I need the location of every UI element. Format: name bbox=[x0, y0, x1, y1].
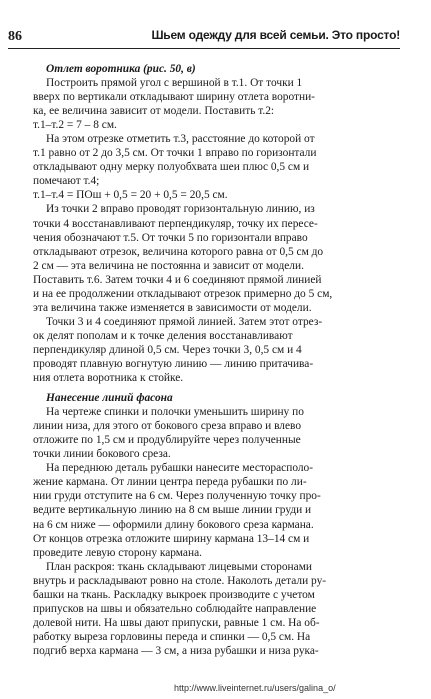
text-line: т.1 равно от 2 до 3,5 см. От точки 1 вправо по горизонтали bbox=[33, 147, 317, 160]
text-line: нии груди отступите на 6 см. Через полученную точку про- bbox=[33, 490, 321, 503]
text-line: Построить прямой угол с вершиной в т.1. От точки 1 bbox=[46, 77, 303, 90]
text-line: ния отлета воротника к стойке. bbox=[33, 372, 184, 385]
text-line: подгиб верха кармана — 3 см, а низа рубашки и низа рука- bbox=[33, 644, 319, 657]
text-line: долевой нити. На швы дают припуски, равные 1 см. На об- bbox=[33, 616, 320, 629]
text-line: жение кармана. От линии центра переда рубашки по ли- bbox=[33, 476, 307, 489]
text-line: т.1–т.4 = ПОш + 0,5 = 20 + 0,5 = 20,5 см. bbox=[33, 189, 228, 202]
body-text bbox=[33, 62, 405, 658]
text-line: На чертеже спинки и полочки уменьшить ширину по bbox=[46, 406, 304, 419]
text-line: башки на ткань. Раскладку выкроек производите с учетом bbox=[33, 588, 315, 601]
text-line: линии низа, для этого от бокового среза вправо и влево bbox=[33, 420, 302, 433]
text-line: и на ее продолжении откладывают отрезок примерно до 5 см, bbox=[33, 287, 333, 300]
text-line: т.1–т.2 = 7 – 8 см. bbox=[33, 119, 117, 132]
text-line: ведите вертикальную линию на 8 см выше линии груди и bbox=[33, 504, 312, 517]
text-line: проводят плавную вогнутую линию — линию притачива- bbox=[33, 357, 314, 370]
page-number: 86 bbox=[8, 29, 22, 44]
text-line: На переднюю деталь рубашки нанесите месторасполо- bbox=[46, 462, 314, 475]
text-line: ка, ее величина зависит от модели. Поставить т.2: bbox=[33, 105, 275, 118]
text-line: Поставить т.6. Затем точки 4 и 6 соединяют прямой линией bbox=[33, 273, 322, 286]
header-rule bbox=[8, 48, 400, 49]
text-line: откладывают одну мерку полуобхвата шеи плюс 0,5 см и bbox=[33, 161, 310, 174]
text-line: эта величина также изменяется в зависимости от модели. bbox=[33, 301, 312, 314]
running-title: Шьем одежду для всей семьи. Это просто! bbox=[151, 28, 400, 42]
text-line: помечают т.4; bbox=[33, 175, 100, 188]
text-line: внутрь и раскладывают ровно на столе. Наколоть детали ру- bbox=[33, 574, 327, 587]
text-line: точки линии бокового среза. bbox=[33, 448, 171, 461]
text-line: припусков на швы и обязательно соблюдайте направление bbox=[33, 602, 317, 615]
text-line: перпендикуляр длиной 0,5 см. Через точки 3, 0,5 см и 4 bbox=[33, 343, 302, 356]
text-line: 2 см — эта величина не постоянна и зависит от модели. bbox=[33, 259, 304, 272]
text-line: чения обозначают т.5. От точки 5 по горизонтали вправо bbox=[33, 231, 308, 244]
text-line: проведите левую сторону кармана. bbox=[33, 546, 202, 559]
text-line: работку выреза горловины переда и спинки — 0,5 см. На bbox=[33, 630, 311, 643]
text-line: точки 4 восстанавливают перпендикуляр, точку их пересе- bbox=[33, 217, 318, 230]
text-line: на 6 см ниже — оформили длину бокового среза кармана. bbox=[33, 518, 314, 531]
text-line: Точки 3 и 4 соединяют прямой линией. Затем этот отрез- bbox=[46, 315, 323, 328]
text-line: От концов отрезка отложите ширину кармана 13–14 см и bbox=[33, 532, 310, 545]
section-heading: Отлет воротника (рис. 50, в) bbox=[46, 63, 196, 75]
watermark-url: http://www.liveinternet.ru/users/galina_o/ bbox=[174, 683, 336, 693]
text-line: Из точки 2 вправо проводят горизонтальную линию, из bbox=[46, 203, 315, 216]
page-header bbox=[8, 26, 400, 48]
text-line: вверх по вертикали откладывают ширину отлета воротни- bbox=[33, 91, 315, 104]
text-line: откладывают отрезок, величина которого равна от 0,5 см до bbox=[33, 245, 324, 258]
text-line: отложите по 1,5 см и продублируйте через полученные bbox=[33, 434, 301, 447]
text-line: ок делят пополам и к точке деления восстанавливают bbox=[33, 329, 293, 342]
section-heading: Нанесение линий фасона bbox=[46, 392, 173, 405]
text-line: План раскроя: ткань складывают лицевыми сторонами bbox=[46, 560, 312, 573]
text-line: На этом отрезке отметить т.3, расстояние до которой от bbox=[46, 133, 315, 146]
